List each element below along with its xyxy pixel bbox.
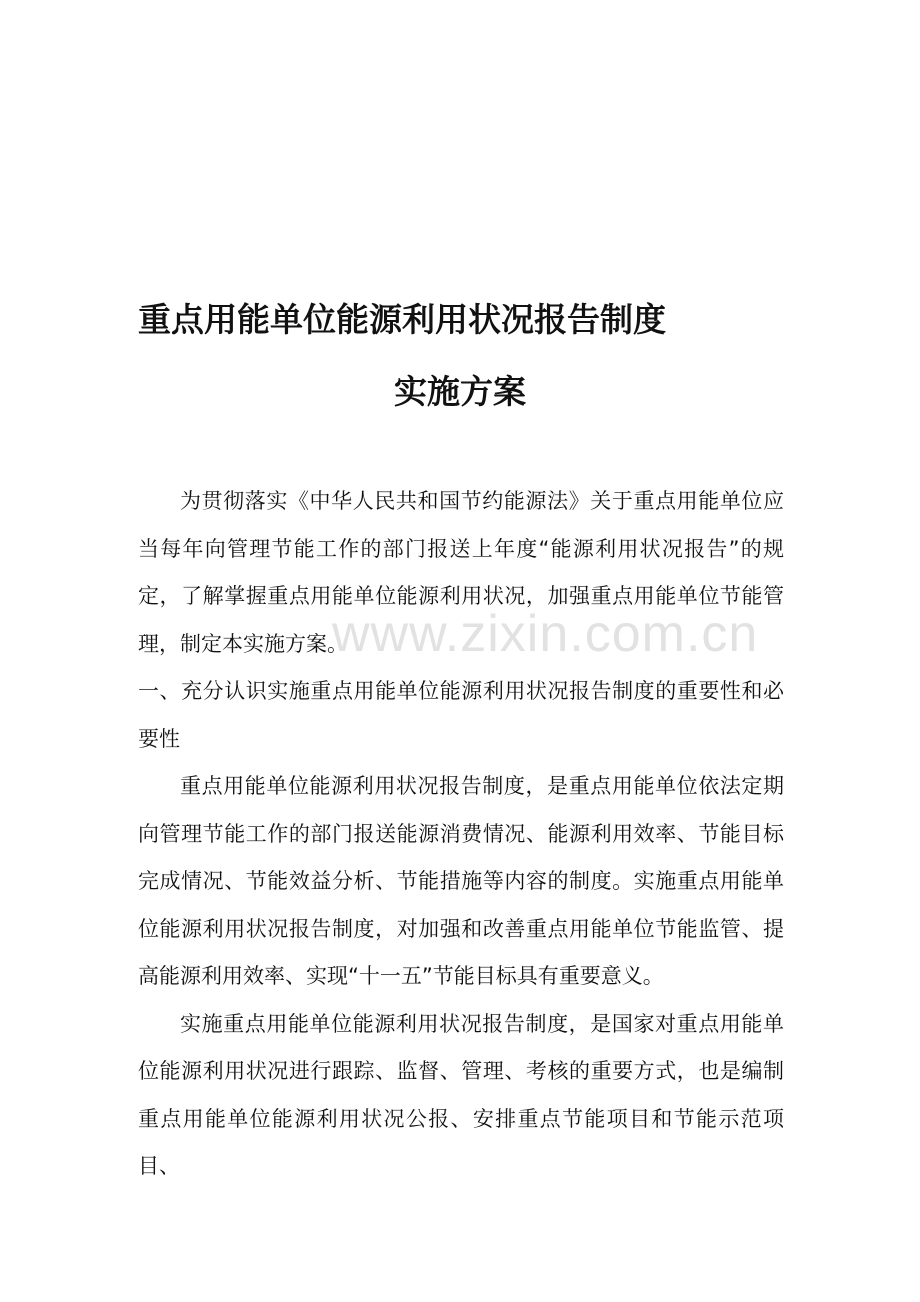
watermark: www.zixin.com.cn	[332, 605, 759, 663]
document-title: 重点用能单位能源利用状况报告制度	[138, 300, 666, 339]
paragraph-definition: 重点用能单位能源利用状况报告制度，是重点用能单位依法定期向管理节能工作的部门报送能源消费情况、能源利用效率、节能目标完成情况、节能效益分析、节能措施等内容的制度。实施重点用能单位能源利用状况报告制度，对加强和改善重点用能单位节能监管、提高能源利用效率、实现“十一五”节能目标具有重要意义。	[138, 774, 784, 988]
section-heading-1: 一、充分认识实施重点用能单位能源利用状况报告制度的重要性和必要性	[138, 679, 784, 751]
document-body	[138, 478, 784, 1191]
paragraph-intro: 为贯彻落实《中华人民共和国节约能源法》关于重点用能单位应当每年向管理节能工作的部门报送上年度“能源利用状况报告”的规定，了解掌握重点用能单位能源利用状况，加强重点用能单位节能管理，制定本实施方案。	[138, 489, 784, 656]
paragraph-importance: 实施重点用能单位能源利用状况报告制度，是国家对重点用能单位能源利用状况进行跟踪、监督、管理、考核的重要方式，也是编制重点用能单位能源利用状况公报、安排重点节能项目和节能示范项目、	[138, 1011, 784, 1178]
document-subtitle: 实施方案	[394, 372, 526, 411]
